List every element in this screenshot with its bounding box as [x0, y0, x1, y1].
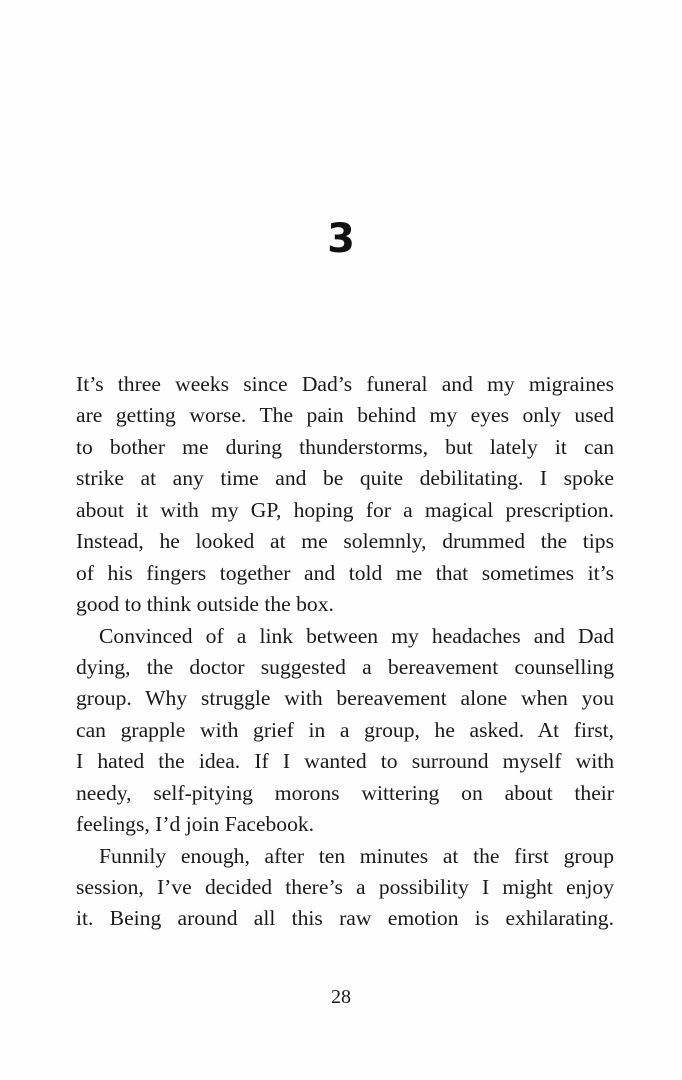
text-line: needy, self-pitying morons wittering on about their	[76, 780, 614, 805]
text-line: I hated the idea. If I wanted to surround myself with	[76, 749, 614, 774]
text-line: good to think outside the box.	[76, 592, 334, 617]
text-line: can grapple with grief in a group, he asked. At first,	[76, 717, 614, 742]
page-number: 28	[331, 986, 351, 1008]
text-line: session, I’ve decided there’s a possibility I might enjoy	[76, 875, 614, 899]
text-line: Funnily enough, after ten minutes at the first group	[99, 843, 614, 868]
paragraph-2	[76, 621, 614, 841]
text-line: group. Why struggle with bereavement alone when you	[76, 686, 614, 711]
text-line: are getting worse. The pain behind my eyes only used	[76, 403, 614, 428]
text-line: of his fingers together and told me that sometimes it’s	[76, 560, 614, 585]
text-line: Instead, he looked at me solemnly, drummed the tips	[76, 529, 614, 554]
chapter-number: 3	[327, 216, 355, 262]
text-line: it. Being around all this raw emotion is exhilarating.	[76, 906, 614, 931]
text-line: dying, the doctor suggested a bereavement counselling	[76, 654, 614, 679]
text-line: It’s three weeks since Dad’s funeral and my migraines	[76, 372, 614, 396]
paragraph-3	[76, 841, 614, 935]
text-line: Convinced of a link between my headaches and Dad	[99, 623, 614, 648]
paragraph-1	[76, 369, 614, 621]
text-line: about it with my GP, hoping for a magical prescription.	[76, 497, 614, 522]
body-text	[76, 369, 614, 935]
text-line: strike at any time and be quite debilitating. I spoke	[76, 466, 614, 491]
text-line: to bother me during thunderstorms, but lately it can	[76, 434, 614, 459]
text-line: feelings, I’d join Facebook.	[76, 812, 315, 837]
